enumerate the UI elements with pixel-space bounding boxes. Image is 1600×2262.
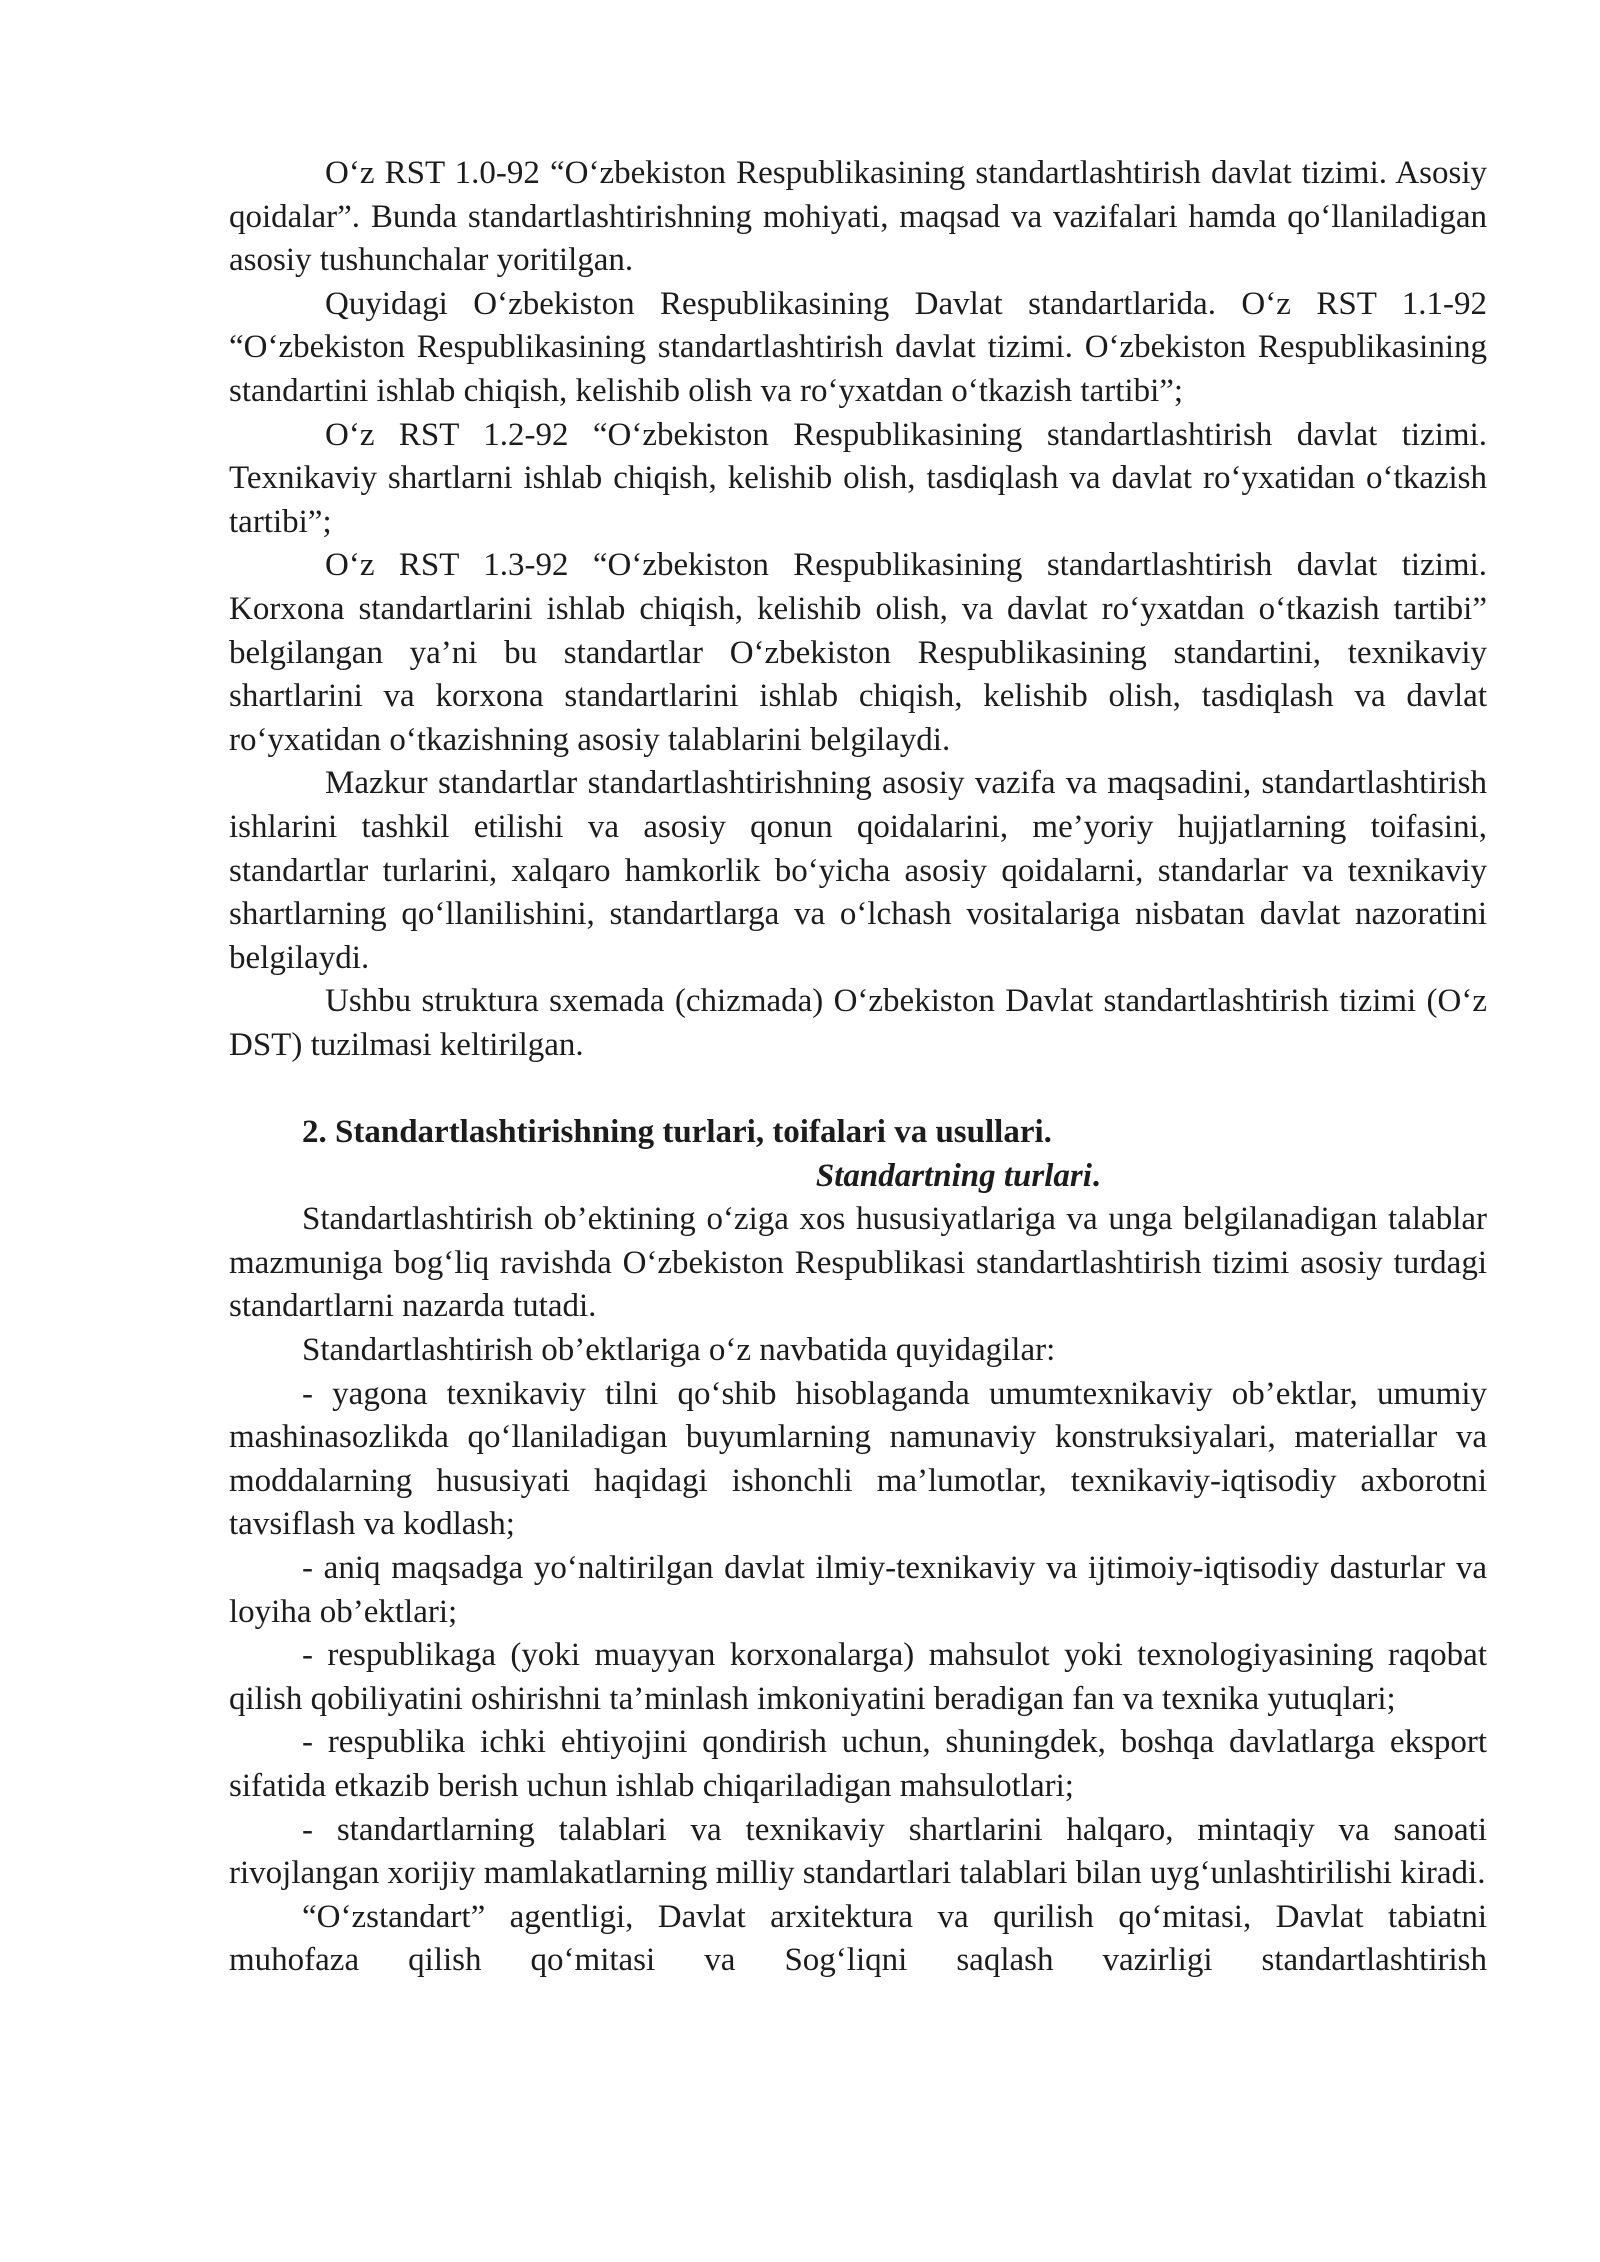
list-item-dasturlar: - aniq maqsadga yo‘naltirilgan davlat ilmiy-texnikaviy va ijtimoiy-iqtisodiy dasturlar va loyiha ob’ektlari; [229, 1550, 1487, 1630]
paragraph-standartlashtirish: Standartlashtirish ob’ektining o‘ziga xos hususiyatlariga va unga belgilanadigan talablar mazmuniga bog‘liq ravishda O‘zbekiston Respublikasi standartlashtirish tizimi asosiy turdagi standartlarni nazarda tutadi. [229, 1201, 1487, 1325]
paragraph-mazkur: Mazkur standartlar standartlashtirishning asosiy vazifa va maqsadini, standartlashtirish ishlarini tashkil etilishi va asosiy qonun qoidalarini, me’yoriy hujjatlarning toifasini, standartlar turlarini, xalqaro hamkorlik bo‘yicha asosiy qoidalarni, standarlar va texnikaviy shartlarning qo‘llanilishini, standartlarga va o‘lchash vositalariga nisbatan davlat nazoratini belgilaydi. [229, 765, 1487, 976]
paragraph-rst-1-2: O‘z RST 1.2-92 “O‘zbekiston Respublikasining standartlashtirish davlat tizimi. Texnikaviy shartlarni ishlab chiqish, kelishib olish, tasdiqlash va davlat ro‘yxatidan o‘tkazish tartibi”; [229, 416, 1487, 540]
paragraph-ozstandart: “O‘zstandart” agentligi, Davlat arxitektura va qurilish qo‘mitasi, Davlat tabiatni muhofaza qilish qo‘mitasi va Sog‘liqni saqlash vazirligi standartlashtirish [229, 1898, 1487, 1979]
subheading-dot: . [1091, 1157, 1101, 1194]
paragraph-rst-1-0: O‘z RST 1.0-92 “O‘zbekiston Respublikasining standartlashtirish davlat tizimi. Asosiy qoidalar”. Bunda standartlashtirishning mohiyati, maqsad va vazifalari hamda qo‘llaniladigan asosiy tushunchalar yoritilgan. [229, 155, 1487, 279]
document-page [229, 152, 1487, 1983]
list-item-uygunlashtirish: - standartlarning talablari va texnikaviy shartlarini halqaro, mintaqiy va sanoati rivojlangan xorijiy mamlakatlarning milliy standartlari talablari bilan uyg‘unlashtirilishi kiradi. [229, 1811, 1487, 1892]
paragraph-obektlar: Standartlashtirish ob’ektlariga o‘z navbatida quyidagilar: [302, 1332, 1056, 1369]
paragraph-ushbu: Ushbu struktura sxemada (chizmada) O‘zbekiston Davlat standartlashtirish tizimi (O‘z DST) tuzilmasi keltirilgan. [229, 983, 1487, 1063]
list-item-fan-texnika: - respublikaga (yoki muayyan korxonalarga) mahsulot yoki texnologiyasining raqobat qilish qobiliyatini oshirishni ta’minlash imkoniyatini beradigan fan va texnika yutuqlari; [229, 1637, 1487, 1717]
paragraph-rst-1-1: Quyidagi O‘zbekiston Respublikasining Davlat standartlarida. O‘z RST 1.1-92 “O‘zbekiston Respublikasining standartlashtirish davlat tizimi. O‘zbekiston Respublikasining standartini ishlab chiqish, kelishib olish va ro‘yxatdan o‘tkazish tartibi”; [229, 285, 1487, 409]
subheading-text: Standartning turlari [815, 1157, 1092, 1194]
list-item-mahsulotlar: - respublika ichki ehtiyojini qondirish uchun, shuningdek, boshqa davlatlarga eksport sifatida etkazib berish uchun ishlab chiqariladigan mahsulotlari; [229, 1724, 1487, 1804]
section-subheading [229, 1155, 1487, 1199]
list-item-umumtexnikaviy: - yagona texnikaviy tilni qo‘shib hisoblaganda umumtexnikaviy ob’ektlar, umumiy mashinasozlikda qo‘llaniladigan buyumlarning namunaviy konstruksiyalari, materiallar va moddalarning hususiyati haqidagi ishonchli ma’lumotlar, texnikaviy-iqtisodiy axborotni tavsiflash va kodlash; [229, 1375, 1487, 1543]
paragraph-rst-1-3: O‘z RST 1.3-92 “O‘zbekiston Respublikasining standartlashtirish davlat tizimi. Korxona standartlarini ishlab chiqish, kelishib olish, va davlat ro‘yxatdan o‘tkazish tartibi” belgilangan ya’ni bu standartlar O‘zbekiston Respublikasining standartini, texnikaviy shartlarini va korxona standartlarini ishlab chiqish, kelishib olish, tasdiqlash va davlat ro‘yxatidan o‘tkazishning asosiy talablarini belgilaydi. [229, 547, 1487, 758]
section-heading: 2. Standartlashtirishning turlari, toifalari va usullari. [302, 1114, 1052, 1151]
